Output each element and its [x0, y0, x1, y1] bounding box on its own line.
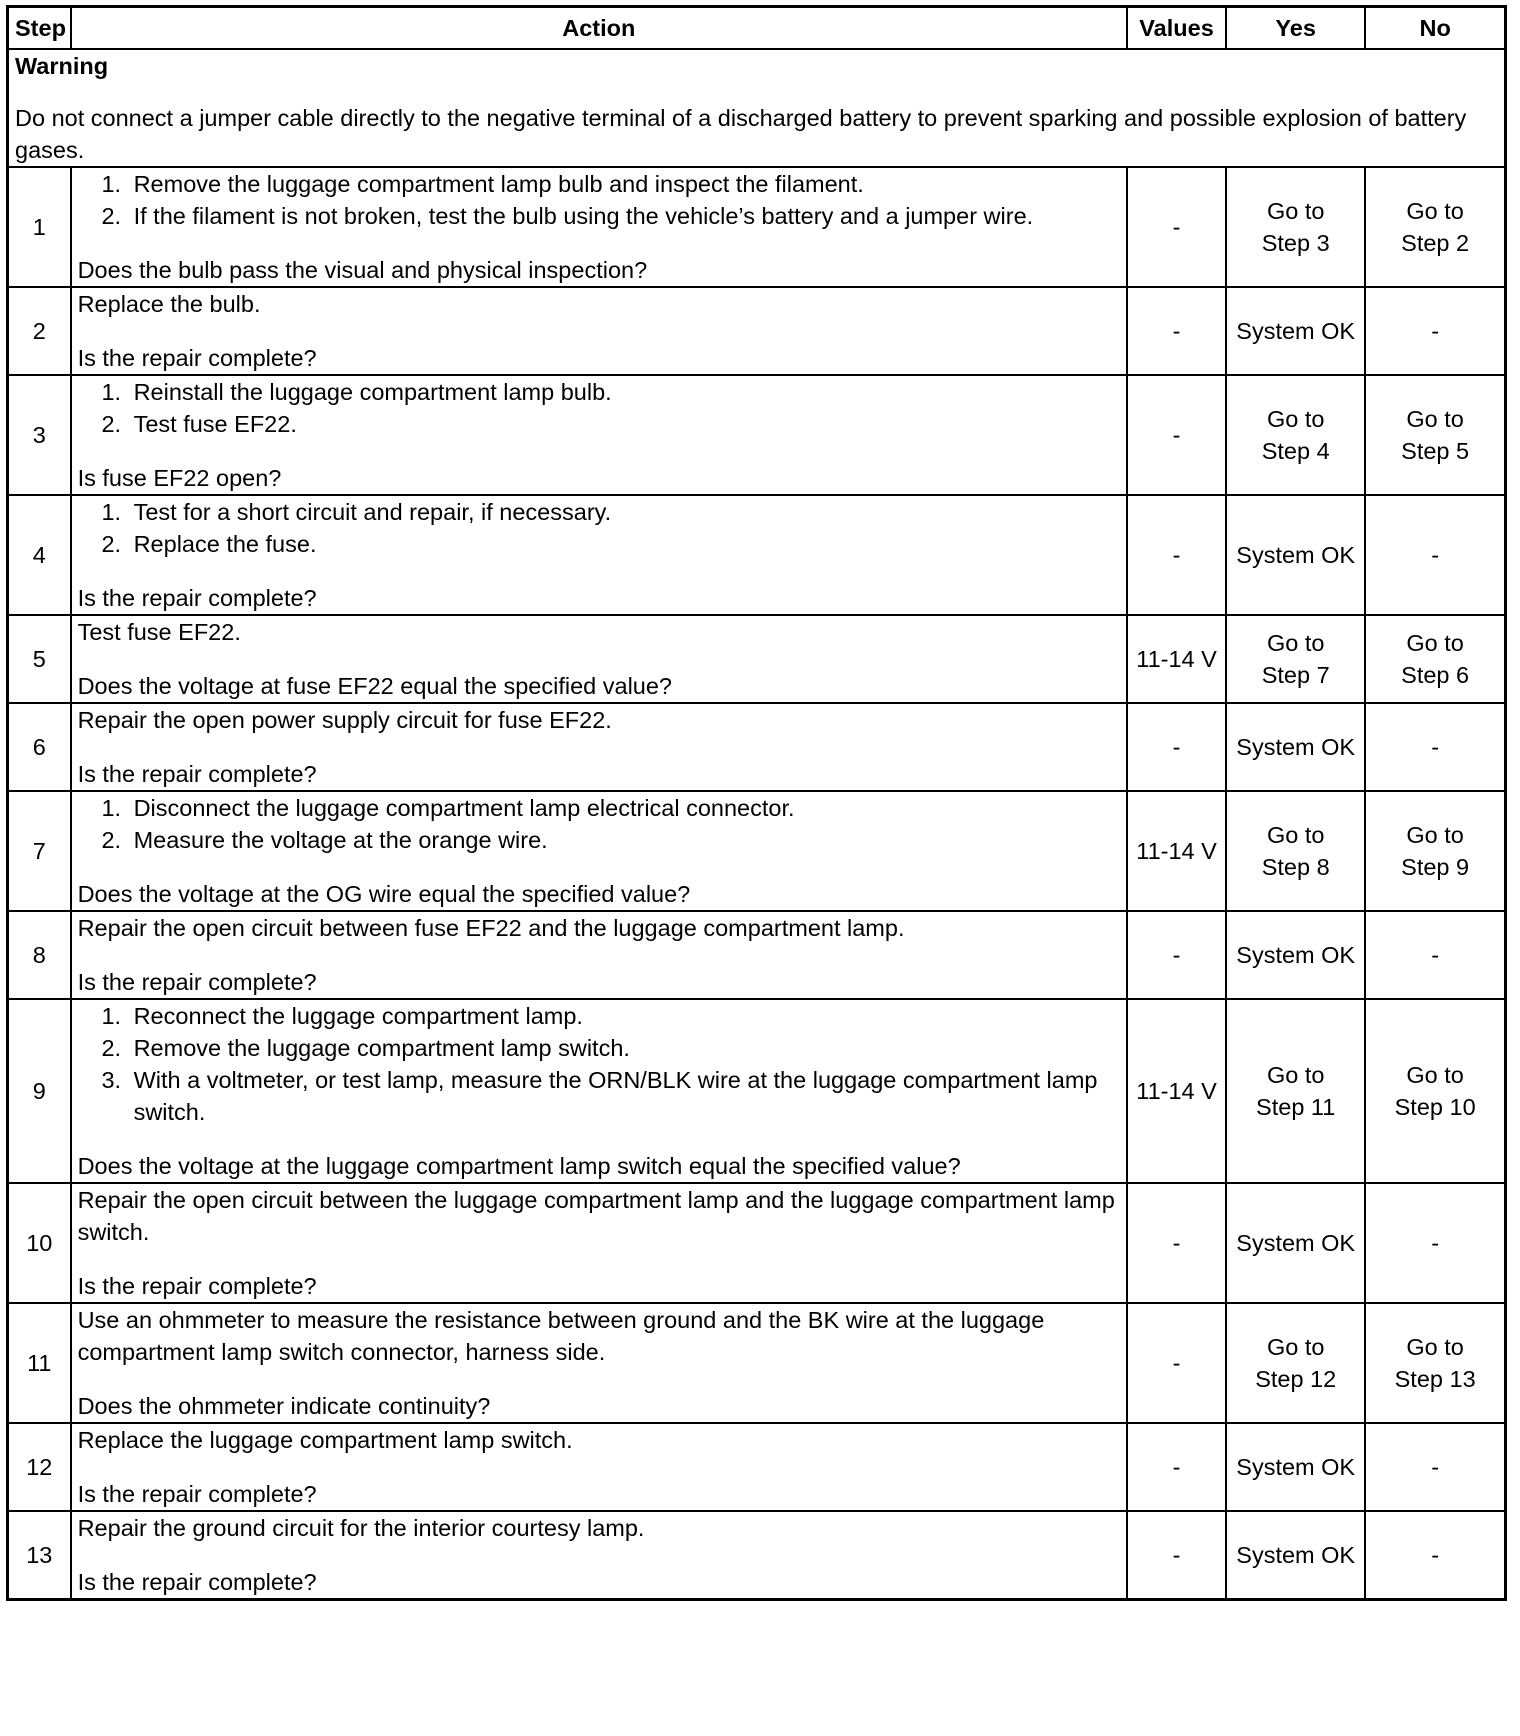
- no-cell: Go to Step 9: [1365, 791, 1505, 911]
- action-text: Repair the open circuit between fuse EF22 and the luggage compartment lamp.: [77, 915, 905, 941]
- table-row: [8, 1183, 1506, 1303]
- action-cell: [71, 911, 1127, 999]
- action-text: Repair the open circuit between the luggage compartment lamp and the luggage compartment lamp switch.: [77, 1187, 1115, 1245]
- no-cell: Go to Step 6: [1365, 615, 1505, 703]
- action-question: Does the voltage at fuse EF22 equal the specified value?: [77, 673, 672, 699]
- yes-cell: Go to Step 12: [1226, 1303, 1365, 1423]
- step-number: 13: [8, 1511, 71, 1600]
- action-list: [78, 792, 1120, 856]
- action-text: Repair the ground circuit for the interior courtesy lamp.: [77, 1515, 645, 1541]
- action-list-item: 2. Measure the voltage at the orange wire.: [128, 824, 1120, 856]
- step-number: 2: [8, 287, 71, 375]
- header-values: Values: [1127, 7, 1226, 50]
- action-question: Is the repair complete?: [77, 585, 317, 611]
- action-cell: [71, 791, 1127, 911]
- action-cell: [71, 615, 1127, 703]
- value-cell: -: [1127, 1511, 1226, 1600]
- action-cell: [71, 1183, 1127, 1303]
- step-number: 10: [8, 1183, 71, 1303]
- table-row: [8, 911, 1506, 999]
- value-cell: -: [1127, 1303, 1226, 1423]
- value-cell: -: [1127, 495, 1226, 615]
- step-number: 8: [8, 911, 71, 999]
- action-list-item: 1. Reinstall the luggage compartment lamp bulb.: [128, 376, 1120, 408]
- no-cell: -: [1365, 1423, 1505, 1511]
- action-list: [78, 168, 1120, 232]
- value-cell: -: [1127, 167, 1226, 287]
- table-row: [8, 167, 1506, 287]
- action-list: [78, 376, 1120, 440]
- table-row: [8, 495, 1506, 615]
- yes-cell: System OK: [1226, 495, 1365, 615]
- warning-cell: [8, 49, 1506, 167]
- warning-title: Warning: [15, 53, 109, 79]
- header-no: No: [1365, 7, 1505, 50]
- value-cell: -: [1127, 1183, 1226, 1303]
- warning-text: Do not connect a jumper cable directly to the negative terminal of a discharged battery to prevent sparking and possible explosion of battery gases.: [15, 105, 1467, 163]
- action-text: Repair the open power supply circuit for fuse EF22.: [77, 707, 612, 733]
- action-question: Does the ohmmeter indicate continuity?: [77, 1393, 491, 1419]
- step-number: 7: [8, 791, 71, 911]
- action-list-item: 3. With a voltmeter, or test lamp, measure the ORN/BLK wire at the luggage compartment lamp switch.: [128, 1064, 1120, 1128]
- action-question: Is the repair complete?: [77, 761, 317, 787]
- action-cell: [71, 1303, 1127, 1423]
- yes-cell: System OK: [1226, 911, 1365, 999]
- step-number: 12: [8, 1423, 71, 1511]
- header-action: Action: [71, 7, 1127, 50]
- yes-cell: System OK: [1226, 1183, 1365, 1303]
- no-cell: Go to Step 2: [1365, 167, 1505, 287]
- yes-cell: Go to Step 8: [1226, 791, 1365, 911]
- action-list-item: 1. Reconnect the luggage compartment lamp.: [128, 1000, 1120, 1032]
- no-cell: Go to Step 13: [1365, 1303, 1505, 1423]
- yes-cell: System OK: [1226, 1511, 1365, 1600]
- action-text: Replace the luggage compartment lamp switch.: [77, 1427, 573, 1453]
- yes-cell: Go to Step 11: [1226, 999, 1365, 1183]
- header-row: [8, 7, 1506, 50]
- action-list-item: 2. If the filament is not broken, test the bulb using the vehicle’s battery and a jumper wire.: [128, 200, 1120, 232]
- no-cell: Go to Step 10: [1365, 999, 1505, 1183]
- no-cell: Go to Step 5: [1365, 375, 1505, 495]
- action-question: Does the bulb pass the visual and physical inspection?: [77, 257, 648, 283]
- value-cell: -: [1127, 703, 1226, 791]
- value-cell: 11-14 V: [1127, 791, 1226, 911]
- action-cell: [71, 999, 1127, 1183]
- table-row: [8, 615, 1506, 703]
- action-list-item: 2. Replace the fuse.: [128, 528, 1120, 560]
- warning-row: [8, 49, 1506, 167]
- action-cell: [71, 375, 1127, 495]
- no-cell: -: [1365, 1183, 1505, 1303]
- step-number: 3: [8, 375, 71, 495]
- step-number: 1: [8, 167, 71, 287]
- action-text: Use an ohmmeter to measure the resistance between ground and the BK wire at the luggage compartment lamp switch connector, harness side.: [77, 1307, 1045, 1365]
- yes-cell: Go to Step 3: [1226, 167, 1365, 287]
- table-row: [8, 999, 1506, 1183]
- action-list-item: 1. Test for a short circuit and repair, if necessary.: [128, 496, 1120, 528]
- header-step: Step: [8, 7, 71, 50]
- action-question: Is the repair complete?: [77, 1273, 317, 1299]
- action-list: [78, 1000, 1120, 1128]
- no-cell: -: [1365, 911, 1505, 999]
- no-cell: -: [1365, 703, 1505, 791]
- step-number: 5: [8, 615, 71, 703]
- no-cell: -: [1365, 287, 1505, 375]
- value-cell: -: [1127, 287, 1226, 375]
- no-cell: -: [1365, 1511, 1505, 1600]
- action-cell: [71, 1511, 1127, 1600]
- action-cell: [71, 495, 1127, 615]
- no-cell: -: [1365, 495, 1505, 615]
- action-list-item: 2. Test fuse EF22.: [128, 408, 1120, 440]
- action-question: Is the repair complete?: [77, 345, 317, 371]
- step-number: 4: [8, 495, 71, 615]
- action-list: [78, 496, 1120, 560]
- value-cell: -: [1127, 375, 1226, 495]
- action-question: Is the repair complete?: [77, 969, 317, 995]
- diagnostic-table: [6, 5, 1507, 1601]
- action-list-item: 1. Remove the luggage compartment lamp bulb and inspect the filament.: [128, 168, 1120, 200]
- table-row: [8, 791, 1506, 911]
- table-row: [8, 703, 1506, 791]
- table-row: [8, 1423, 1506, 1511]
- action-list-item: 1. Disconnect the luggage compartment lamp electrical connector.: [128, 792, 1120, 824]
- table-row: [8, 1511, 1506, 1600]
- value-cell: -: [1127, 911, 1226, 999]
- action-text: Test fuse EF22.: [77, 619, 241, 645]
- yes-cell: System OK: [1226, 1423, 1365, 1511]
- header-yes: Yes: [1226, 7, 1365, 50]
- yes-cell: System OK: [1226, 287, 1365, 375]
- action-cell: [71, 287, 1127, 375]
- action-text: Replace the bulb.: [77, 291, 261, 317]
- table-row: [8, 1303, 1506, 1423]
- step-number: 11: [8, 1303, 71, 1423]
- action-question: Is the repair complete?: [77, 1481, 317, 1507]
- action-cell: [71, 167, 1127, 287]
- value-cell: -: [1127, 1423, 1226, 1511]
- action-question: Is fuse EF22 open?: [77, 465, 282, 491]
- value-cell: 11-14 V: [1127, 615, 1226, 703]
- table-row: [8, 375, 1506, 495]
- yes-cell: System OK: [1226, 703, 1365, 791]
- action-question: Does the voltage at the OG wire equal the specified value?: [77, 881, 691, 907]
- yes-cell: Go to Step 4: [1226, 375, 1365, 495]
- action-question: Is the repair complete?: [77, 1569, 317, 1595]
- yes-cell: Go to Step 7: [1226, 615, 1365, 703]
- action-cell: [71, 1423, 1127, 1511]
- value-cell: 11-14 V: [1127, 999, 1226, 1183]
- action-list-item: 2. Remove the luggage compartment lamp switch.: [128, 1032, 1120, 1064]
- action-cell: [71, 703, 1127, 791]
- step-number: 6: [8, 703, 71, 791]
- table-row: [8, 287, 1506, 375]
- step-number: 9: [8, 999, 71, 1183]
- action-question: Does the voltage at the luggage compartment lamp switch equal the specified value?: [77, 1153, 961, 1179]
